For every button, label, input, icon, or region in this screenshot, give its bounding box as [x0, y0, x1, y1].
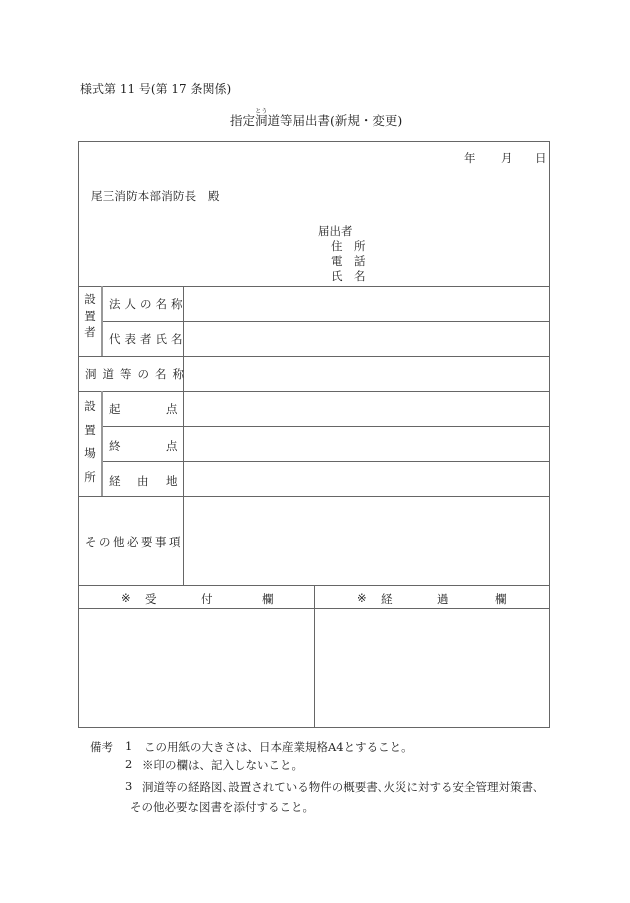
installer-group-label — [83, 294, 97, 339]
divider — [79, 496, 549, 497]
title-prefix: 指定 — [230, 113, 256, 128]
corp-name-field[interactable] — [185, 288, 547, 320]
location-group-label — [83, 401, 97, 483]
applicant-address-label: 住 所 — [331, 239, 366, 253]
divider — [79, 356, 549, 357]
divider — [101, 391, 103, 496]
via-field[interactable] — [185, 463, 547, 495]
tunnel-name-field[interactable] — [185, 358, 547, 390]
applicant-name-label: 氏 名 — [331, 269, 366, 283]
reception-mark: ※ — [121, 591, 131, 605]
note-3-text: 洞道等の経路図､設置されている物件の概要書､火災に対する安全管理対策書､ — [142, 780, 539, 794]
page-title — [230, 108, 402, 129]
divider — [314, 585, 315, 727]
note-1-text: この用紙の大きさは、日本産業規格A4とすること。 — [144, 740, 413, 754]
progress-label-c: 欄 — [495, 592, 507, 606]
divider — [102, 321, 549, 322]
progress-label-b: 過 — [437, 592, 449, 606]
note-2-number: 2 — [125, 757, 133, 771]
note-3-number: 3 — [125, 779, 133, 793]
installer-group-char: 設 — [84, 292, 96, 306]
rep-name-label: 代表者氏名 — [109, 332, 187, 346]
divider — [79, 391, 549, 392]
title-suffix: 道等届出書(新規・変更) — [267, 113, 403, 128]
progress-area — [316, 610, 547, 725]
reception-label-c: 欄 — [262, 592, 274, 606]
reception-area — [81, 610, 312, 725]
rep-name-field[interactable] — [185, 323, 547, 355]
end-point-label-b: 点 — [166, 439, 178, 453]
note-1-number: 1 — [125, 739, 133, 753]
divider — [101, 286, 103, 356]
title-ruby-text: とう — [255, 108, 268, 115]
installer-group-char: 置 — [84, 308, 96, 323]
via-label-c: 地 — [166, 474, 178, 488]
notes-heading: 備考 — [90, 740, 113, 754]
other-items-label: その他必要事項 — [85, 535, 183, 549]
end-point-field[interactable] — [185, 428, 547, 460]
divider — [102, 461, 549, 462]
start-point-label-b: 点 — [166, 402, 178, 416]
reception-label-a: 受 — [145, 592, 157, 606]
title-ruby-base: 洞 — [255, 113, 268, 128]
note-2-text: ※印の欄は、記入しないこと。 — [142, 758, 303, 772]
note-3-continuation: その他必要な図書を添付すること。 — [130, 800, 314, 814]
progress-label-a: 経 — [381, 592, 393, 606]
location-group-char: 所 — [84, 469, 96, 484]
reception-label-b: 付 — [201, 592, 213, 606]
end-point-label-a: 終 — [109, 439, 121, 453]
via-label-b: 由 — [137, 474, 149, 488]
via-label-a: 経 — [109, 474, 121, 488]
date-month-label: 月 — [501, 151, 513, 165]
location-group-char: 場 — [84, 446, 96, 460]
title-ruby — [255, 108, 268, 128]
applicant-label: 届出者 — [318, 224, 353, 238]
notification-form-table — [78, 141, 550, 728]
date-day-label: 日 — [535, 151, 547, 165]
divider — [102, 426, 549, 427]
installer-group-char: 者 — [84, 325, 96, 339]
start-point-field[interactable] — [185, 393, 547, 425]
progress-mark: ※ — [357, 591, 367, 605]
start-point-label-a: 起 — [109, 402, 121, 416]
applicant-phone-label: 電 話 — [331, 254, 366, 268]
location-group-char: 置 — [84, 422, 96, 437]
tunnel-name-label: 洞道等の名称 — [85, 367, 190, 381]
divider — [79, 286, 549, 287]
date-year-label: 年 — [464, 151, 476, 165]
corp-name-label: 法人の名称 — [109, 297, 187, 311]
location-group-char: 設 — [84, 399, 96, 413]
other-items-field[interactable] — [185, 498, 547, 584]
addressee: 尾三消防本部消防長 殿 — [91, 189, 220, 203]
form-number: 様式第 11 号(第 17 条関係) — [80, 82, 232, 96]
